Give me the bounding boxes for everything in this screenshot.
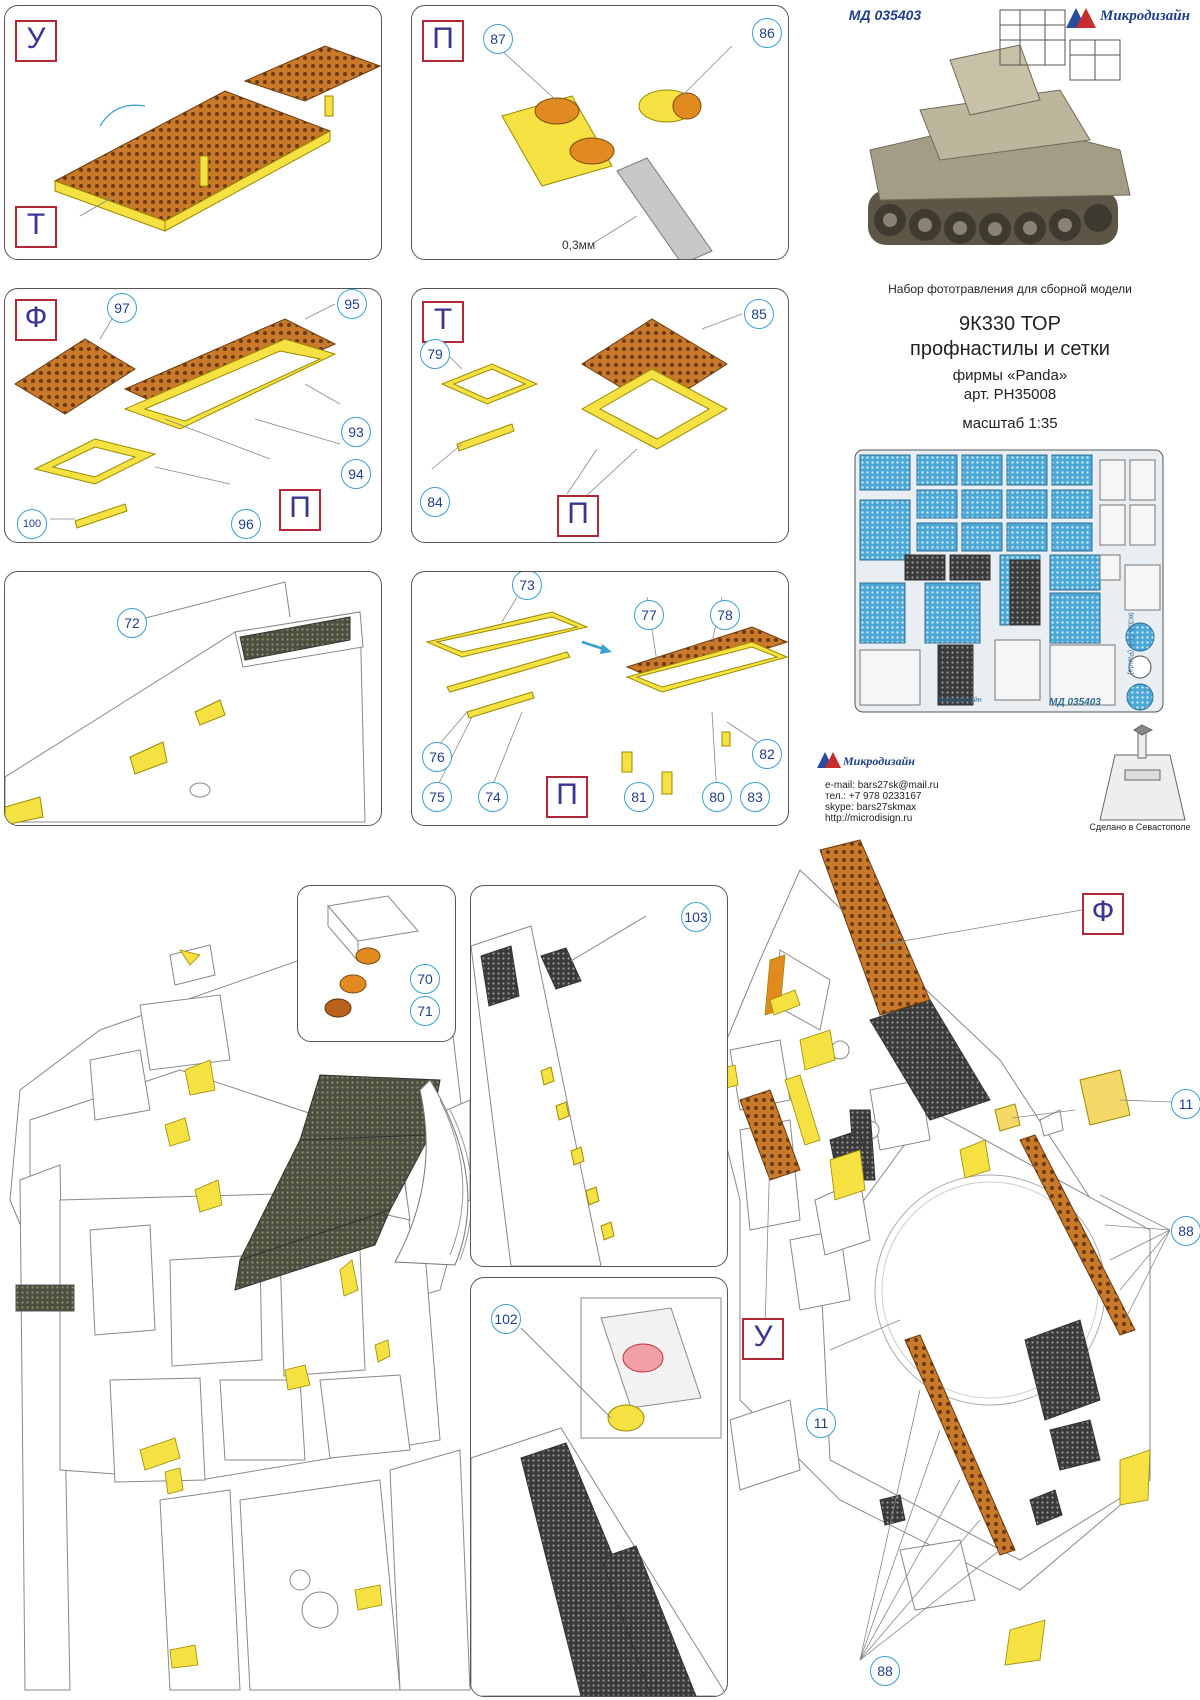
- callout-97: 97: [107, 293, 137, 323]
- brand-name: Микродизайн: [1100, 8, 1190, 24]
- panel-f-p: [4, 288, 382, 543]
- title-line-2: профнастилы и сетки: [910, 338, 1110, 360]
- panel-103: [470, 885, 728, 1267]
- made-in: Сделано в Севастополе: [1089, 822, 1191, 832]
- callout-75: 75: [422, 782, 452, 812]
- letter-p: П: [422, 20, 464, 62]
- panel-72: [4, 571, 382, 826]
- callout-70: 70: [410, 964, 440, 994]
- letter-p: П: [557, 495, 599, 537]
- monument-illustration: [1100, 725, 1185, 820]
- callout-102: 102: [491, 1304, 521, 1334]
- callout-93: 93: [341, 417, 371, 447]
- callout-82: 82: [752, 739, 782, 769]
- callout-100: 100: [17, 509, 47, 539]
- part-11-loose: [1080, 1070, 1130, 1125]
- letter-t: Т: [422, 301, 464, 343]
- callout-71: 71: [410, 996, 440, 1026]
- callout-77: 77: [634, 600, 664, 630]
- panel-p-rollers: [411, 5, 789, 260]
- callout-79: 79: [420, 339, 450, 369]
- scale-line: масштаб 1:35: [962, 415, 1058, 432]
- vehicle-turret-drawing: [10, 945, 470, 1690]
- letter-p: П: [546, 776, 588, 818]
- callout-86: 86: [752, 18, 782, 48]
- letter-u-right: У: [742, 1318, 784, 1360]
- letter-p: П: [279, 489, 321, 531]
- set-description: Набор фототравления для сборной модели: [888, 282, 1132, 296]
- fret-side-text: 9К330 ТОР (Panda): [1126, 612, 1134, 675]
- panel-p-73-83: [411, 571, 789, 826]
- vehicle-photo: [868, 10, 1130, 245]
- fret-brand: Микродизайн: [938, 697, 982, 704]
- callout-84: 84: [420, 487, 450, 517]
- callout-87: 87: [483, 24, 513, 54]
- contact-phone: тел.: +7 978 0233167: [825, 791, 922, 802]
- side-mesh-left: [16, 1285, 74, 1311]
- callout-72: 72: [117, 608, 147, 638]
- letter-u: У: [15, 20, 57, 62]
- fret-code: МД 035403: [1049, 697, 1101, 708]
- callout-88-right: 88: [1171, 1216, 1200, 1246]
- callout-94: 94: [341, 459, 371, 489]
- callout-74: 74: [478, 782, 508, 812]
- callout-81: 81: [624, 782, 654, 812]
- callout-103: 103: [681, 902, 711, 932]
- letter-f: Ф: [15, 299, 57, 341]
- callout-88-bottom: 88: [870, 1656, 900, 1686]
- panel-t-p: [411, 288, 789, 543]
- panel-70-71: [297, 885, 456, 1042]
- brand-logo-top: [1066, 8, 1096, 28]
- callout-80: 80: [702, 782, 732, 812]
- pe-fret: [855, 450, 1163, 712]
- panel-u-t: [4, 5, 382, 260]
- callout-83: 83: [740, 782, 770, 812]
- product-code: МД 035403: [848, 7, 922, 23]
- article-line: арт. PH35008: [963, 386, 1057, 403]
- maker-line: фирмы «Panda»: [952, 367, 1068, 384]
- letter-f-right: Ф: [1082, 893, 1124, 935]
- brand-logo-bottom: [817, 752, 841, 768]
- callout-85: 85: [744, 299, 774, 329]
- callout-76: 76: [422, 742, 452, 772]
- callout-96: 96: [231, 509, 261, 539]
- contact-email: e-mail: bars27sk@mail.ru: [825, 780, 939, 791]
- contact-site: http://microdisign.ru: [825, 813, 913, 824]
- wire-size-label: 0,3мм: [562, 238, 596, 252]
- contacts-brand: Микродизайн: [843, 754, 915, 768]
- callout-11-bottom: 11: [806, 1408, 836, 1438]
- callout-95: 95: [337, 289, 367, 319]
- callout-73: 73: [512, 571, 542, 600]
- callout-11-top: 11: [1171, 1089, 1200, 1119]
- contact-skype: skype: bars27skmax: [825, 802, 917, 813]
- callout-78: 78: [710, 600, 740, 630]
- letter-t: Т: [15, 206, 57, 248]
- title-line-1: 9К330 ТОР: [959, 313, 1061, 335]
- panel-102: [470, 1277, 728, 1697]
